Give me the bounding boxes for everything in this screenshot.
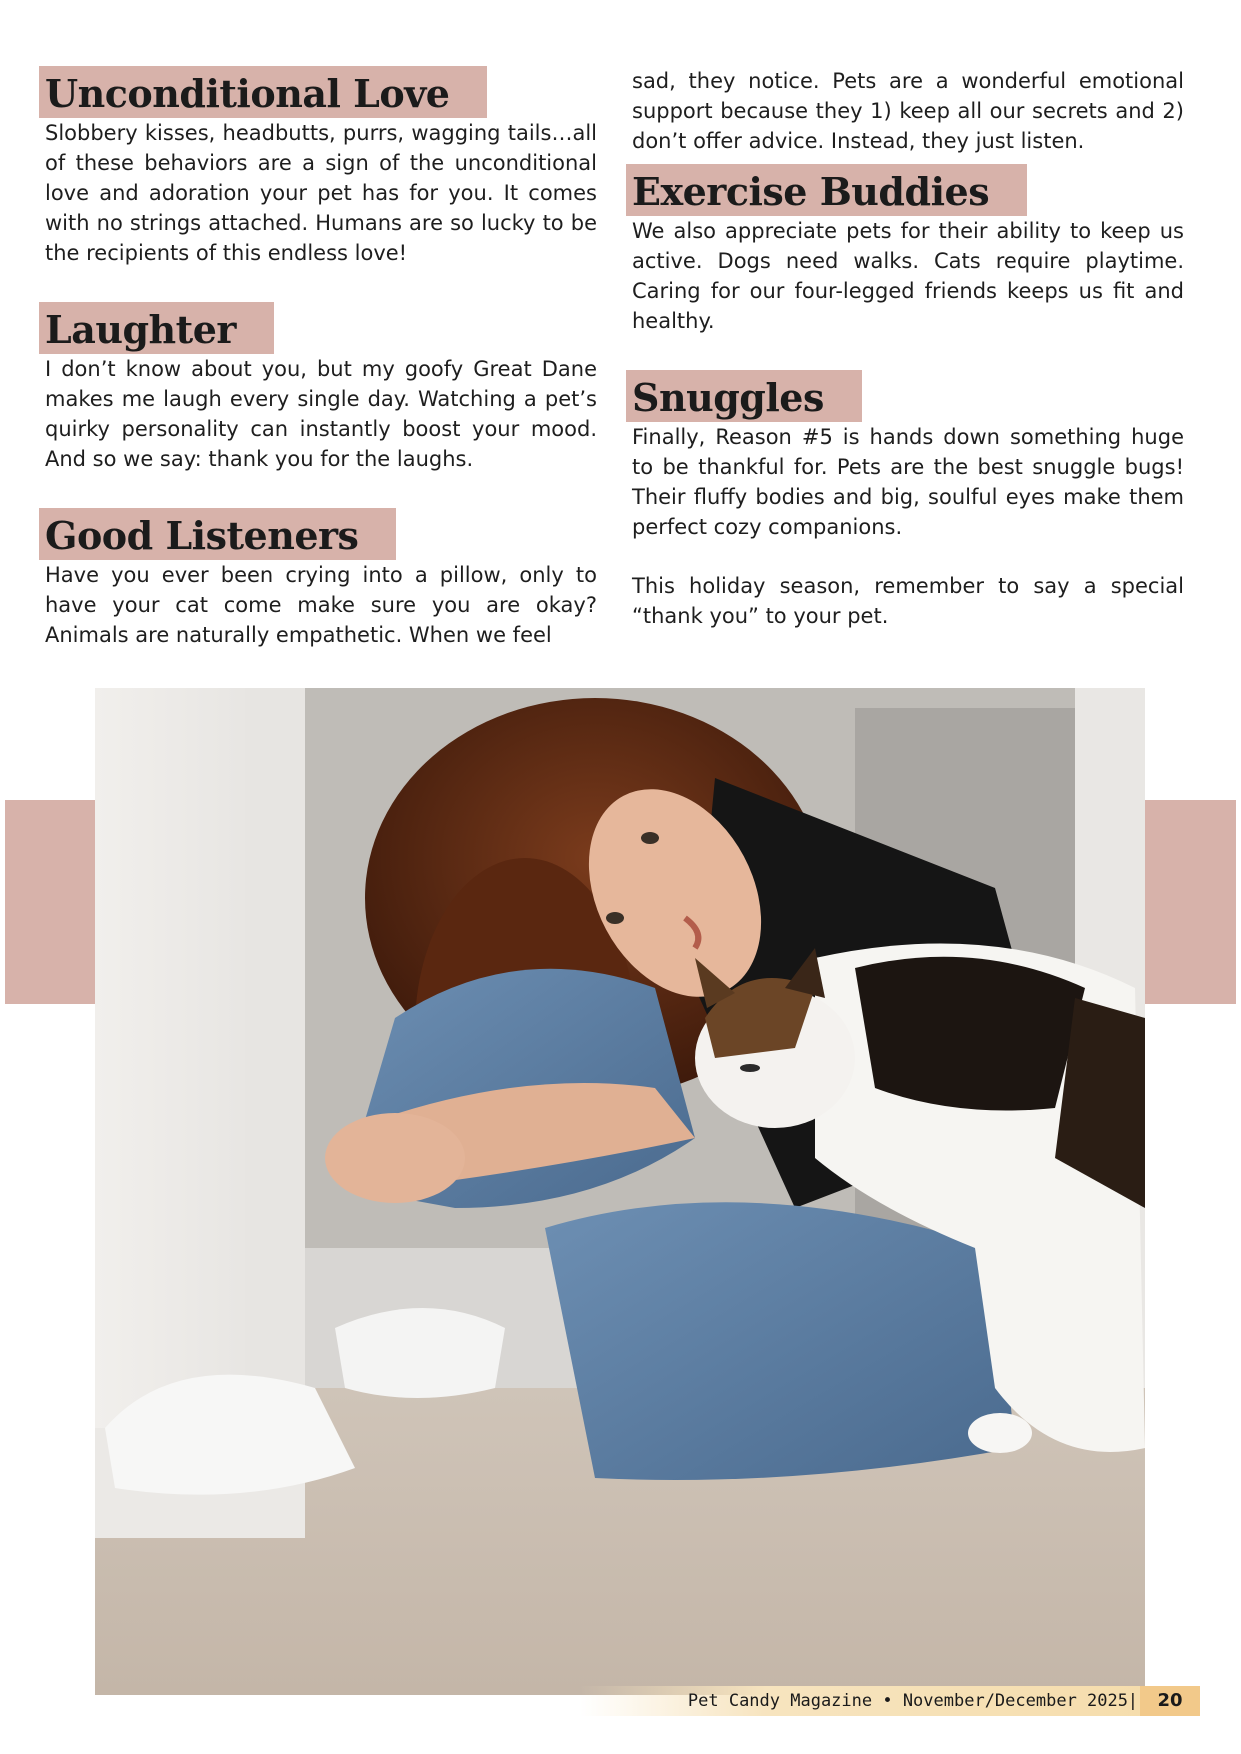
section-good-listeners xyxy=(45,508,597,650)
left-column xyxy=(45,66,597,684)
section-heading: Good Listeners xyxy=(39,508,396,560)
page-number: 20 xyxy=(1140,1686,1200,1716)
section-body: Finally, Reason #5 is hands down something huge to be thankful for. Pets are the best snuggle bugs! Their fluffy bodies and big, soulful eyes make them perfect cozy companions. xyxy=(632,425,1184,539)
section-laughter xyxy=(45,302,597,474)
section-body: I don’t know about you, but my goofy Great Dane makes me laugh every single day. Watching a pet’s quirky personality can instantly boost your mood. And so we say: thank you for the laughs. xyxy=(45,357,597,471)
footer-publication: Pet Candy Magazine • November/December 2025 xyxy=(687,1691,1128,1711)
footer-separator: | xyxy=(1127,1691,1138,1711)
continued-paragraph: sad, they notice. Pets are a wonderful emotional support because they 1) keep all our secrets and 2) don’t offer advice. Instead, they just listen. xyxy=(632,69,1184,153)
woman-with-cat-photo xyxy=(95,688,1145,1695)
section-heading: Laughter xyxy=(39,302,274,354)
section-unconditional-love xyxy=(45,66,597,268)
section-exercise-buddies xyxy=(632,164,1184,336)
section-heading: Snuggles xyxy=(626,370,862,422)
decorative-band-right xyxy=(1145,800,1236,1004)
right-column xyxy=(632,66,1184,631)
section-snuggles xyxy=(632,370,1184,542)
closing-paragraph: This holiday season, remember to say a special “thank you” to your pet. xyxy=(632,574,1184,628)
section-heading: Unconditional Love xyxy=(39,66,487,118)
decorative-band-left xyxy=(5,800,97,1004)
section-body: We also appreciate pets for their ability to keep us active. Dogs need walks. Cats require playtime. Caring for our four-legged friends keeps us fit and healthy. xyxy=(632,219,1184,333)
section-heading: Exercise Buddies xyxy=(626,164,1027,216)
section-body: Slobbery kisses, headbutts, purrs, wagging tails…all of these behaviors are a sign of the unconditional love and adoration your pet has for you. It comes with no strings attached. Humans are so lucky to be the recipients of this endless love! xyxy=(45,121,597,265)
footer-bar xyxy=(580,1686,1200,1716)
section-body: Have you ever been crying into a pillow, only to have your cat come make sure you are okay? Animals are naturally empathetic. When we feel xyxy=(45,563,597,647)
